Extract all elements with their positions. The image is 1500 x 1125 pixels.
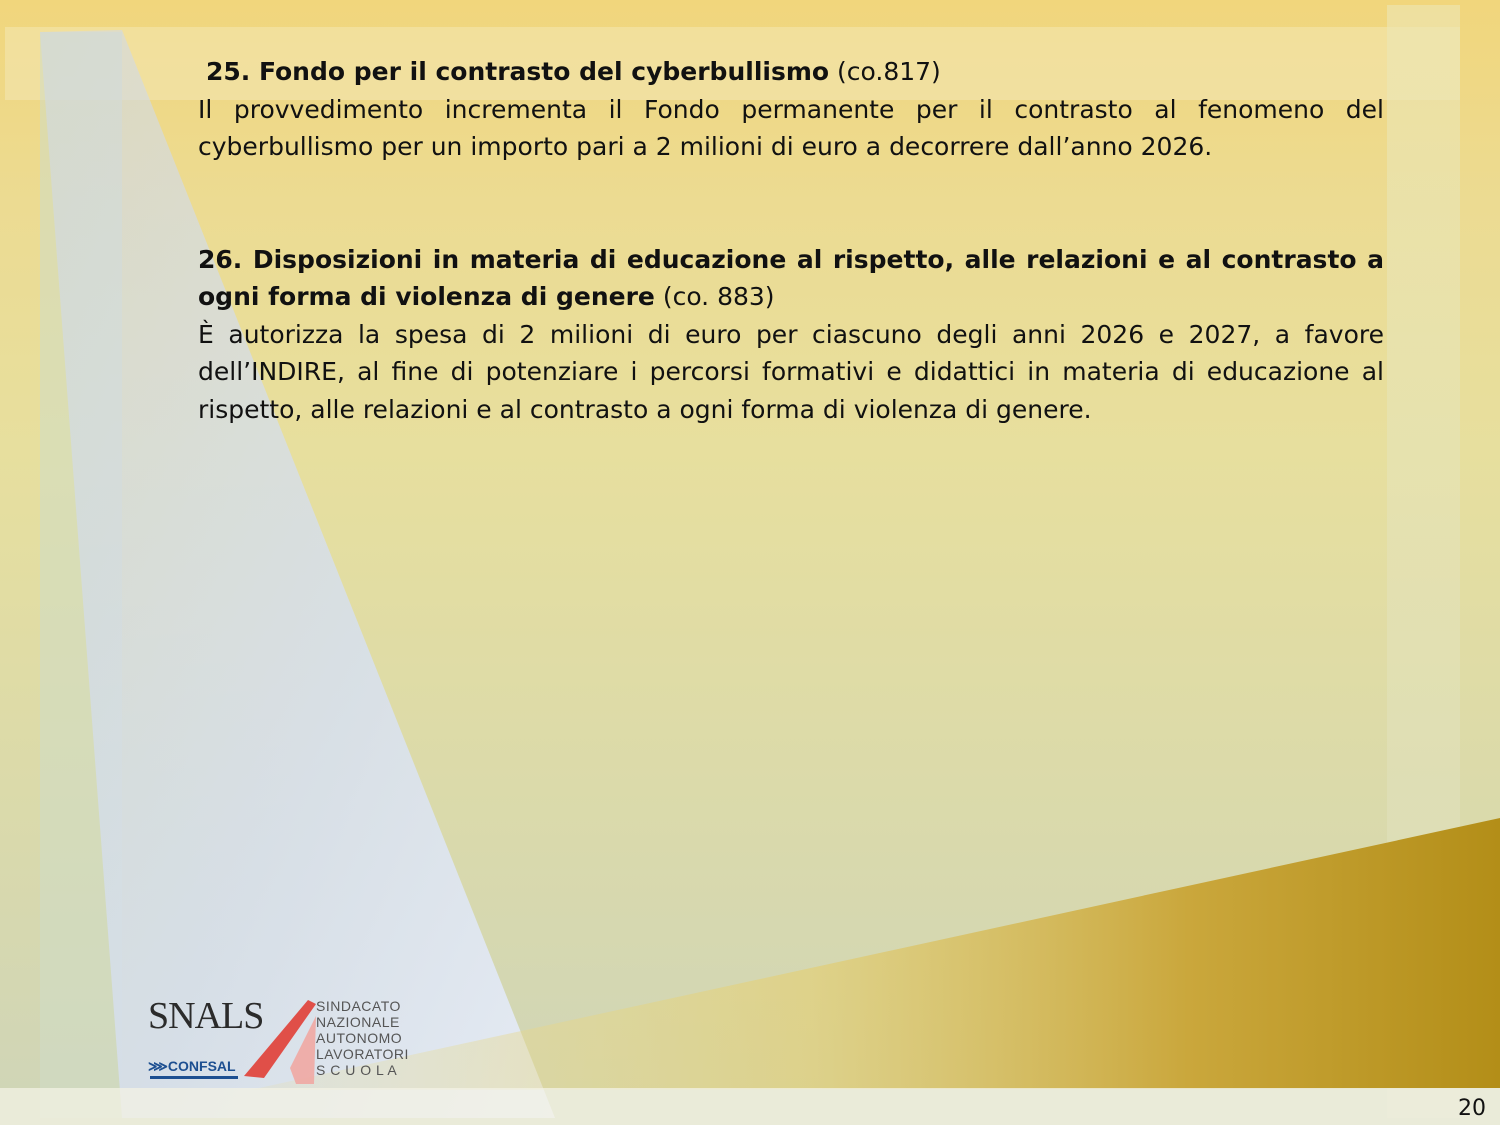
section-25-heading bbox=[198, 53, 1384, 91]
slide-content bbox=[198, 53, 1384, 428]
section-26-title: 26. Disposizioni in materia di educazione al rispetto, alle relazioni e al contrasto a ogni forma di violenza di genere bbox=[198, 244, 1384, 311]
logo-line-2: NAZIONALE bbox=[316, 1014, 400, 1030]
snals-wordmark: SNALS bbox=[148, 995, 264, 1037]
confsal-icon: ⋙ bbox=[148, 1058, 168, 1074]
section-26-body: È autorizza la spesa di 2 milioni di euro per ciascuno degli anni 2026 e 2027, a favore dell’INDIRE, al fine di potenziare i percorsi formativi e didattici in materia di educazione al rispetto, alle relazioni e al contrasto a ogni forma di violenza di genere. bbox=[198, 319, 1384, 424]
snals-logo bbox=[148, 996, 413, 1084]
logo-line-1: SINDACATO bbox=[316, 998, 401, 1014]
logo-line-4: LAVORATORI bbox=[316, 1046, 409, 1062]
section-25-body: Il provvedimento incrementa il Fondo permanente per il contrasto al fenomeno del cyberbullismo per un importo pari a 2 milioni di euro a decorrere dall’anno 2026. bbox=[198, 94, 1384, 161]
confsal-underline bbox=[150, 1076, 238, 1079]
section-25-title: 25. Fondo per il contrasto del cyberbullismo bbox=[205, 57, 830, 86]
page-number: 20 bbox=[1458, 1096, 1486, 1121]
logo-line-3: AUTONOMO bbox=[316, 1030, 403, 1046]
confsal-text: CONFSAL bbox=[167, 1058, 236, 1074]
logo-line-5: S C U O L A bbox=[316, 1062, 398, 1078]
snals-full-name bbox=[316, 998, 409, 1078]
section-25-ref: (co.817) bbox=[837, 57, 941, 86]
snals-emblem-icon bbox=[240, 998, 320, 1084]
bottom-strip bbox=[0, 1088, 1500, 1125]
section-26-ref: (co. 883) bbox=[662, 282, 775, 311]
section-26-heading bbox=[198, 241, 1384, 316]
section-spacer bbox=[198, 166, 1384, 241]
confsal-label bbox=[148, 1058, 236, 1074]
